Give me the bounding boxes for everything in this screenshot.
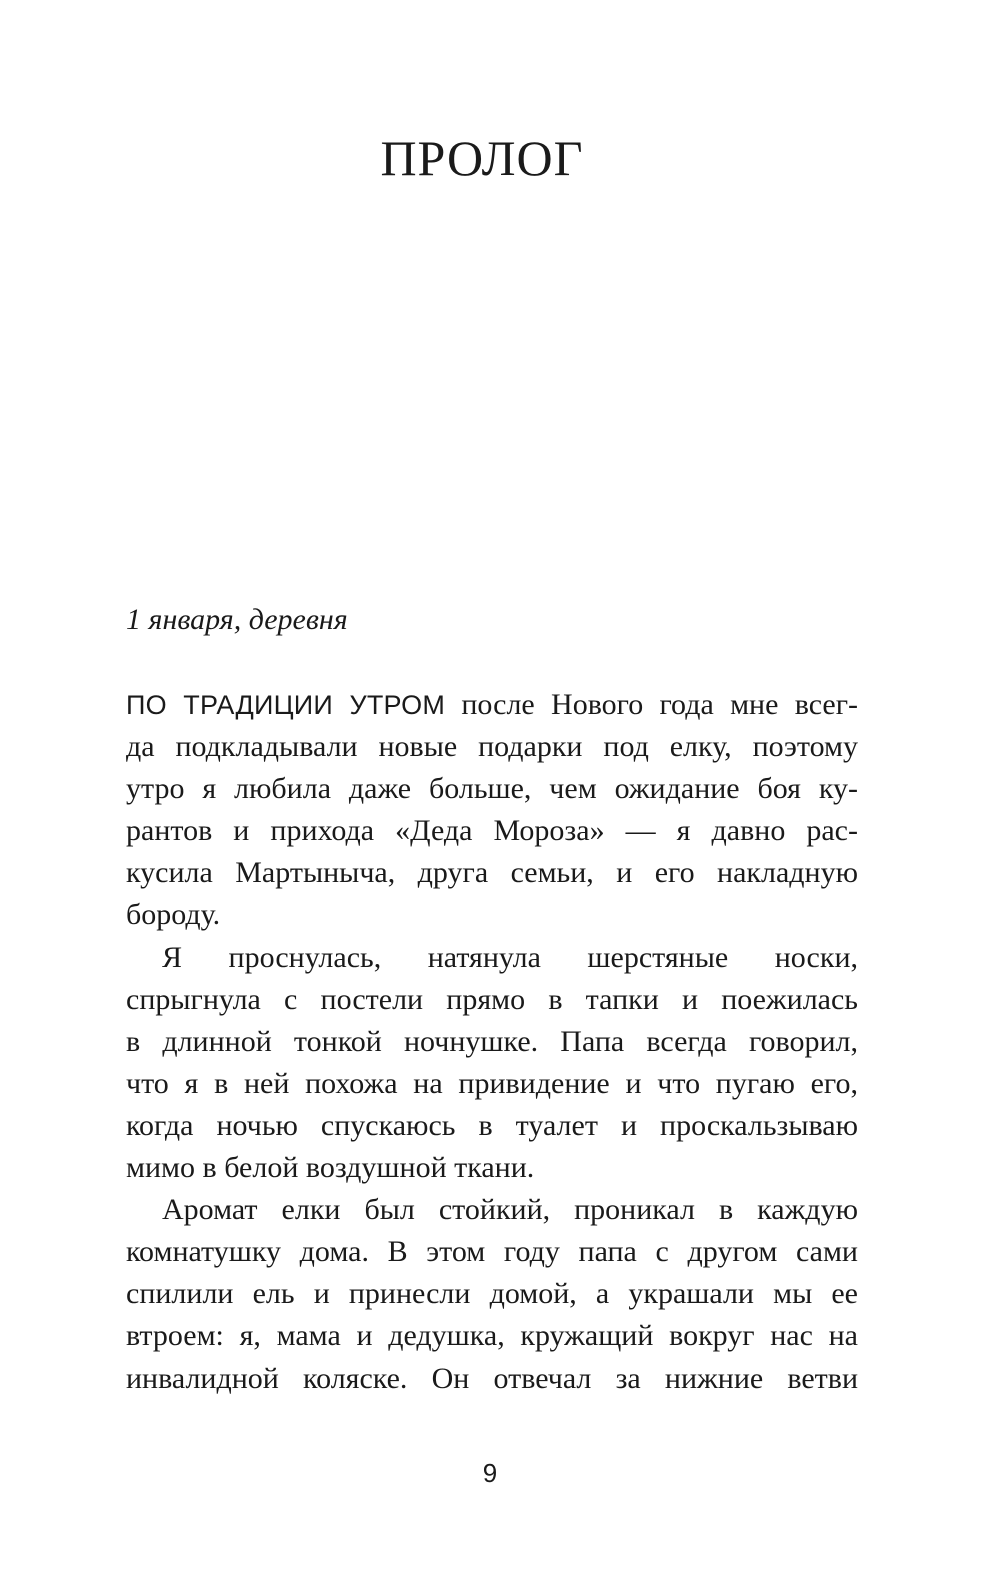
text-line: втроем: я, мама и дедушка, кружащий вокруг нас на bbox=[126, 1319, 858, 1353]
text-line: комнатушку дома. В этом году папа с другом сами bbox=[126, 1235, 858, 1269]
page-number: 9 bbox=[482, 1458, 498, 1488]
lead-caps: ПО ТРАДИЦИИ УТРОМ bbox=[126, 690, 446, 720]
text-line bbox=[126, 684, 858, 726]
text-line: бороду. bbox=[126, 898, 221, 932]
text-line: когда ночью спускаюсь в туалет и проскальзываю bbox=[126, 1108, 858, 1142]
text-line-fragment: после Нового года мне всег- bbox=[461, 688, 858, 721]
text-line: утро я любила даже больше, чем ожидание боя ку- bbox=[126, 772, 858, 806]
text-line: инвалидной коляске. Он отвечал за нижние ветви bbox=[126, 1361, 858, 1395]
text-line: Я проснулась, натянула шерстяные носки, bbox=[162, 940, 858, 974]
text-line: в длинной тонкой ночнушке. Папа всегда говорил, bbox=[126, 1024, 858, 1058]
text-line: спрыгнула с постели прямо в тапки и поежилась bbox=[126, 982, 858, 1016]
dateline: 1 января, деревня bbox=[126, 603, 348, 636]
text-line: кусила Мартыныча, друга семьи, и его накладную bbox=[126, 856, 858, 890]
text-line: рантов и прихода «Деда Мороза» — я давно рас- bbox=[126, 814, 858, 848]
chapter-title: ПРОЛОГ bbox=[380, 130, 584, 186]
text-line: Аромат елки был стойкий, проникал в каждую bbox=[162, 1193, 858, 1227]
text-line: спилили ель и принесли домой, а украшали мы ее bbox=[126, 1277, 858, 1311]
text-line: да подкладывали новые подарки под елку, поэтому bbox=[126, 730, 858, 764]
text-line: мимо в белой воздушной ткани. bbox=[126, 1151, 535, 1185]
text-line: что я в ней похожа на привидение и что пугаю его, bbox=[126, 1066, 858, 1100]
body-text bbox=[126, 684, 858, 1400]
